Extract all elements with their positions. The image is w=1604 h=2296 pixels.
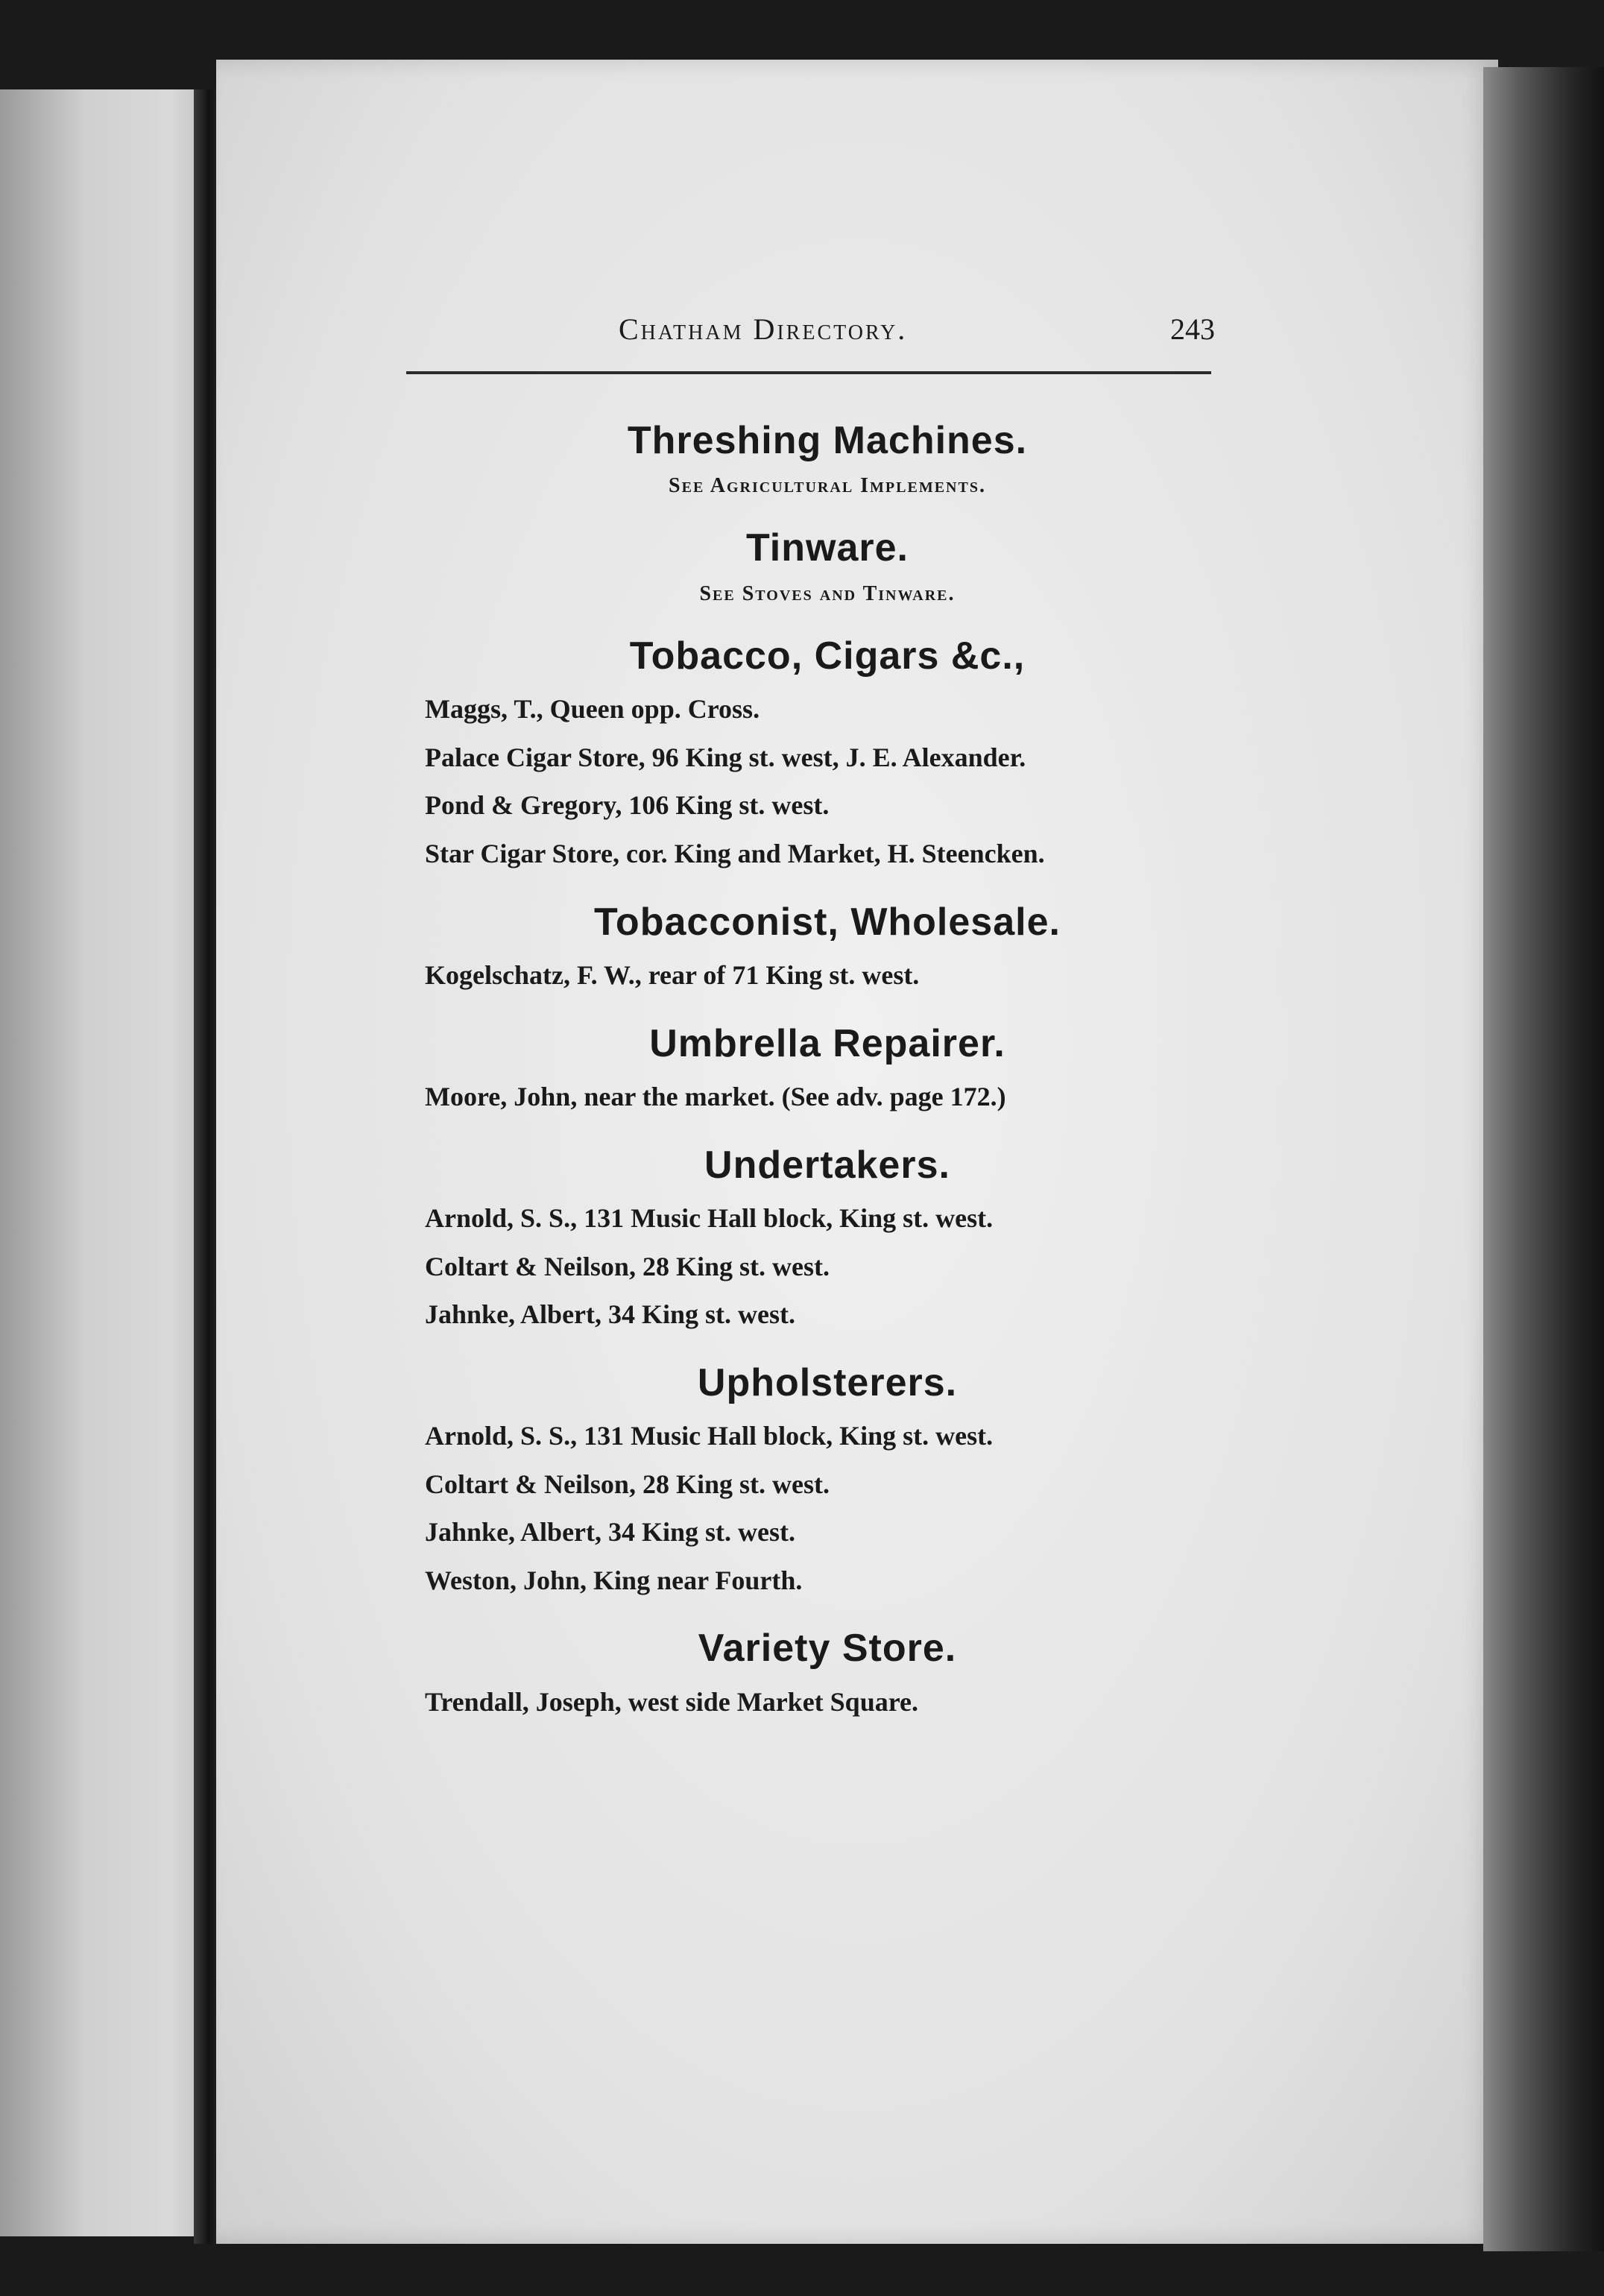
- section-heading: Variety Store.: [698, 1627, 957, 1671]
- directory-section: [417, 899, 1237, 994]
- directory-section: [417, 417, 1237, 498]
- directory-entry: Coltart & Neilson, 28 King st. west.: [425, 1469, 830, 1499]
- page-edge: [1483, 67, 1604, 2251]
- directory-entry: Maggs, T., Queen opp. Cross.: [425, 694, 760, 725]
- facing-page: [0, 89, 212, 2236]
- cross-reference: See Stoves and Tinware.: [699, 581, 956, 605]
- directory-entry: Jahnke, Albert, 34 King st. west.: [425, 1299, 796, 1330]
- directory-entry: Coltart & Neilson, 28 King st. west.: [425, 1251, 830, 1281]
- directory-section: [417, 525, 1237, 605]
- directory-entry: Pond & Gregory, 106 King st. west.: [425, 790, 830, 821]
- section-heading: Umbrella Repairer.: [649, 1021, 1005, 1065]
- cross-reference: See Agricultural Implements.: [669, 474, 986, 498]
- section-heading: Threshing Machines.: [627, 419, 1028, 462]
- section-heading: Tinware.: [745, 526, 909, 570]
- directory-section: [417, 1142, 1237, 1333]
- directory-entry: Moore, John, near the market. (See adv. page 172.): [425, 1081, 1006, 1111]
- section-heading: Upholsterers.: [697, 1360, 958, 1404]
- section-heading: Tobacconist, Wholesale.: [594, 900, 1061, 944]
- section-heading: Undertakers.: [704, 1143, 950, 1187]
- directory-entry: Palace Cigar Store, 96 King st. west, J. E. Alexander.: [425, 742, 1026, 772]
- section-heading: Tobacco, Cigars &c.,: [629, 634, 1026, 678]
- running-title: Chatham Directory.: [619, 312, 908, 346]
- directory-section: [417, 633, 1237, 872]
- directory-entry: Arnold, S. S., 131 Music Hall block, King st. west.: [425, 1421, 994, 1451]
- directory-entry: Weston, John, King near Fourth.: [425, 1565, 803, 1595]
- directory-section: [417, 1021, 1237, 1115]
- header-rule: [406, 371, 1211, 374]
- directory-section: [417, 1360, 1237, 1599]
- directory-entry: Star Cigar Store, cor. King and Market, H. Steencken.: [425, 838, 1045, 868]
- running-header: [619, 312, 1215, 356]
- directory-entry: Jahnke, Albert, 34 King st. west.: [425, 1517, 796, 1548]
- directory-entry: Trendall, Joseph, west side Market Square.: [425, 1686, 919, 1717]
- directory-entry: Kogelschatz, F. W., rear of 71 King st. west.: [425, 959, 920, 990]
- page-number: 243: [1170, 312, 1215, 346]
- directory-section: [417, 1625, 1237, 1720]
- directory-entry: Arnold, S. S., 131 Music Hall block, King st. west.: [425, 1202, 994, 1233]
- directory-listing: [417, 417, 1237, 1747]
